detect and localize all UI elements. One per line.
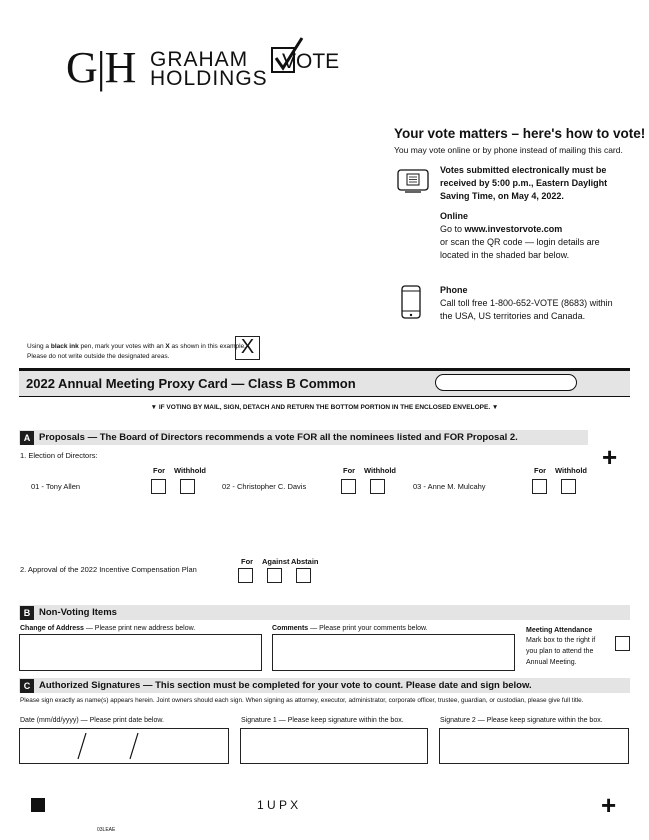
section-b-badge: B bbox=[20, 606, 34, 620]
footer-small-code: 03LEAE bbox=[97, 827, 116, 833]
online-title: Online bbox=[440, 211, 469, 221]
vote-info-heading: Your vote matters – here's how to vote! bbox=[394, 126, 646, 141]
title-rule-bottom bbox=[19, 396, 630, 397]
computer-icon bbox=[396, 168, 430, 196]
phone-title: Phone bbox=[440, 285, 468, 295]
nominee1-for-header: For bbox=[153, 466, 166, 475]
section-a-badge: A bbox=[20, 431, 34, 445]
comments-label-bold: Comments bbox=[272, 625, 309, 632]
online-url-link[interactable]: www.investorvote.com bbox=[464, 224, 563, 234]
electronic-deadline: Votes submitted electronically must be received by 5:00 p.m., Eastern Daylight Saving Time, on May 4, 2022. bbox=[440, 165, 608, 201]
meeting-attendance-line2: you plan to attend the bbox=[526, 648, 594, 655]
nominee-3-for-checkbox[interactable] bbox=[532, 479, 547, 494]
online-line3: located in the shaded bar below. bbox=[440, 250, 570, 260]
meeting-attendance-title: Meeting Attendance bbox=[526, 627, 593, 634]
section-c-title: Authorized Signatures — This section must be completed for your vote to count. Please date and sign below. bbox=[39, 680, 532, 691]
instructions-line2: Please do not write outside the designated areas. bbox=[27, 353, 170, 360]
phone-line1: Call toll free 1-800-652-VOTE (8683) within bbox=[440, 298, 613, 308]
proposal-2-abstain-checkbox[interactable] bbox=[296, 568, 311, 583]
nominee-1-name: 01 - Tony Allen bbox=[31, 482, 81, 491]
vote-info-subheading: You may vote online or by phone instead of mailing this card. bbox=[394, 145, 623, 155]
detach-notice: ▼ IF VOTING BY MAIL, SIGN, DETACH AND RETURN THE BOTTOM PORTION IN THE ENCLOSED ENVELOPE. ▼ bbox=[150, 404, 499, 411]
election-label: 1. Election of Directors: bbox=[20, 451, 98, 460]
instr-e: as shown in this example. bbox=[169, 343, 246, 350]
nominee3-withhold-header: Withhold bbox=[555, 466, 588, 475]
proposal-2-label: 2. Approval of the 2022 Incentive Compensation Plan bbox=[20, 565, 197, 574]
nominee-2-for-checkbox[interactable] bbox=[341, 479, 356, 494]
nominee-3-withhold-checkbox[interactable] bbox=[561, 479, 576, 494]
signature1-label: Signature 1 — Please keep signature within the box. bbox=[241, 717, 404, 724]
comments-input[interactable] bbox=[272, 634, 515, 671]
meeting-attendance-checkbox[interactable] bbox=[615, 636, 630, 651]
vote-logo bbox=[270, 36, 340, 76]
marking-instructions bbox=[27, 342, 246, 362]
signature1-input[interactable] bbox=[240, 728, 428, 764]
section-a-title: Proposals — The Board of Directors recommends a vote FOR all the nominees listed and FOR Proposal 2. bbox=[39, 432, 518, 443]
registration-mark bbox=[31, 798, 45, 812]
instr-x: X bbox=[165, 343, 170, 350]
phone-icon bbox=[400, 284, 422, 320]
proposal-2-for-checkbox[interactable] bbox=[238, 568, 253, 583]
nominee-1-for-checkbox[interactable] bbox=[151, 479, 166, 494]
date-input[interactable] bbox=[19, 728, 229, 764]
example-mark-box bbox=[235, 336, 260, 360]
nominee-3-name: 03 - Anne M. Mulcahy bbox=[413, 482, 486, 491]
card-title: 2022 Annual Meeting Proxy Card — Class B Common bbox=[26, 376, 356, 391]
nominee-1-withhold-checkbox[interactable] bbox=[180, 479, 195, 494]
instr-c: pen, mark your votes with an bbox=[78, 343, 166, 350]
signature2-input[interactable] bbox=[439, 728, 629, 764]
proposal2-abstain-header: Abstain bbox=[291, 557, 319, 566]
meeting-attendance-line3: Annual Meeting. bbox=[526, 659, 577, 666]
signature-note: Please sign exactly as name(s) appears herein. Joint owners should each sign. When signing as attorney, executor, administrator, corporate officer, trustee, guardian, or custodian, please give full title. bbox=[20, 697, 584, 704]
proposal-2-against-checkbox[interactable] bbox=[267, 568, 282, 583]
change-of-address-input[interactable] bbox=[19, 634, 262, 671]
nominee3-for-header: For bbox=[534, 466, 547, 475]
address-label-rest: — Please print new address below. bbox=[83, 625, 196, 632]
change-of-address-label bbox=[20, 625, 195, 632]
online-line1 bbox=[440, 224, 562, 234]
card-title-bar bbox=[19, 371, 630, 396]
online-prefix: Go to bbox=[440, 224, 465, 234]
plus-mark-top: + bbox=[602, 442, 618, 472]
instructions-line1 bbox=[27, 342, 246, 352]
section-c-badge: C bbox=[20, 679, 34, 693]
example-x: X bbox=[240, 336, 255, 358]
date-label: Date (mm/dd/yyyy) — Please print date below. bbox=[20, 717, 164, 724]
online-line2: or scan the QR code — login details are bbox=[440, 237, 600, 247]
signature2-label: Signature 2 — Please keep signature within the box. bbox=[440, 717, 603, 724]
address-label-bold: Change of Address bbox=[20, 625, 84, 632]
logo-line1: GRAHAM bbox=[150, 48, 249, 71]
logo-line2: HOLDINGS bbox=[150, 67, 268, 90]
plus-mark-bottom: + bbox=[601, 790, 617, 820]
proposal2-against-header: Against bbox=[262, 557, 290, 566]
logo-initials: G|H bbox=[66, 43, 136, 92]
nominee-2-name: 02 - Christopher C. Davis bbox=[222, 482, 307, 491]
proposal2-for-header: For bbox=[241, 557, 254, 566]
nominee-2-withhold-checkbox[interactable] bbox=[370, 479, 385, 494]
vote-wordmark: VOTE bbox=[282, 50, 340, 73]
nominee2-for-header: For bbox=[343, 466, 356, 475]
control-number-field bbox=[435, 374, 577, 391]
footer-code: 1 U P X bbox=[257, 798, 299, 812]
nominee2-withhold-header: Withhold bbox=[364, 466, 397, 475]
comments-label-rest: — Please print your comments below. bbox=[308, 625, 428, 632]
company-logo bbox=[66, 44, 266, 92]
comments-label bbox=[272, 625, 428, 632]
meeting-attendance-line1: Mark box to the right if bbox=[526, 637, 596, 644]
phone-line2: the USA, US territories and Canada. bbox=[440, 311, 586, 321]
section-b-title: Non-Voting Items bbox=[39, 607, 117, 618]
date-separator-slashes bbox=[20, 729, 227, 762]
nominee1-withhold-header: Withhold bbox=[174, 466, 207, 475]
instr-a: Using a bbox=[27, 343, 51, 350]
instr-black-ink: black ink bbox=[50, 343, 79, 350]
